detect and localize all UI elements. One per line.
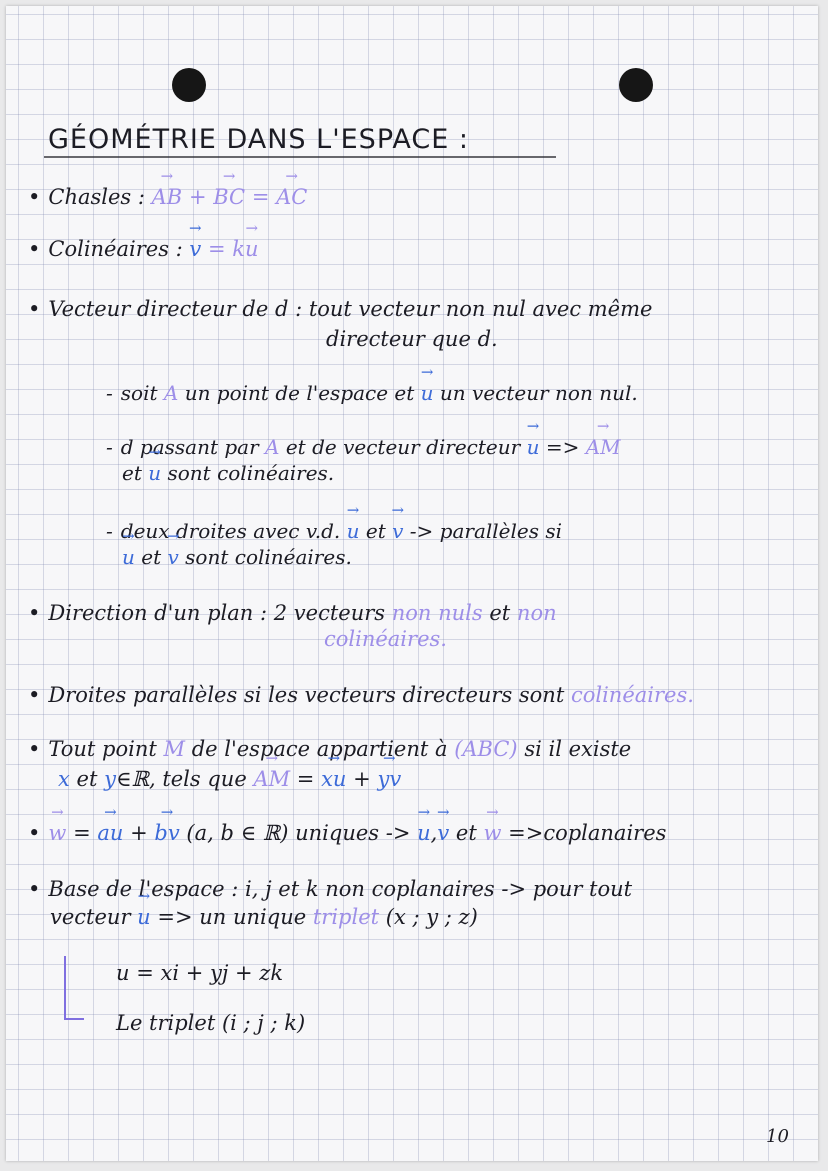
vector-bc: → BC [213, 184, 245, 210]
base-formula: u = xi + yj + zk [116, 961, 284, 985]
sub-item-d-passant-2: et → u sont colinéaires. [122, 460, 334, 486]
page-number: 10 [766, 1126, 789, 1147]
base-espace-line: • Base de l'espace : i, j et k non coplanaires -> pour tout [28, 877, 633, 901]
base-triplet-line: Le triplet (i ; j ; k) [116, 1011, 306, 1035]
tout-point-line-2: x et y∈ℝ, tels que → AM = → xu + → yv [58, 766, 401, 792]
notebook-page [6, 6, 818, 1161]
vector-ac: → AC [276, 184, 307, 210]
sub-item-deux-droites-2: → u et → v sont colinéaires. [122, 544, 352, 570]
sub-item-d-passant: - d passant par A et de vecteur directeur → u => → AM [106, 434, 621, 460]
vector-u: → u [245, 236, 259, 262]
chasles-label: Chasles : [48, 185, 145, 209]
chasles-line: • Chasles : → AB + → BC = → AC [28, 184, 307, 210]
vecteur-directeur-line-2: directeur que d. [326, 327, 498, 351]
base-espace-line-2: vecteur → u => un unique triplet (x ; y ; z) [50, 904, 478, 930]
colineaires-line: • Colinéaires : → v = k→ u [28, 236, 259, 262]
direction-plan-line: • Direction d'un plan : 2 vecteurs non nuls et non [28, 601, 557, 625]
vector-v: → v [189, 236, 201, 262]
title-underline [44, 156, 556, 158]
bracket-arrow [64, 956, 84, 1020]
tout-point-line: • Tout point M de l'espace appartient à (ABC) si il existe [28, 737, 632, 761]
direction-plan-line-2: colinéaires. [324, 627, 447, 651]
punch-hole-right [619, 68, 653, 102]
page-title: GÉOMÉTRIE DANS L'ESPACE : [48, 124, 469, 155]
droites-paralleles-line: • Droites parallèles si les vecteurs directeurs sont colinéaires. [28, 683, 694, 707]
coplanaires-line: •→ w = → au + → bv (a, b ∈ ℝ) uniques -> → u,→ v et → w =>coplanaires [28, 820, 666, 846]
sub-item-soit: - soit A un point de l'espace et → u un vecteur non nul. [106, 380, 638, 406]
colineaires-label: Colinéaires : [48, 237, 183, 261]
vector-ab: → AB [152, 184, 183, 210]
punch-hole-left [172, 68, 206, 102]
vecteur-directeur-line: • Vecteur directeur de d : tout vecteur non nul avec même [28, 297, 653, 321]
sub-item-deux-droites: - deux droites avec v.d. → u et → v -> parallèles si [106, 518, 562, 544]
